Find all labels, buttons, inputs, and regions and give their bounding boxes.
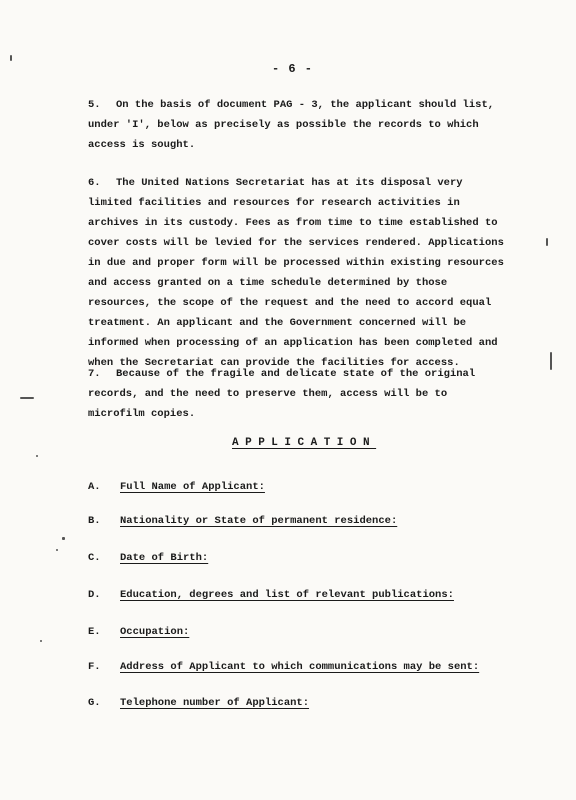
scan-mark	[62, 537, 65, 540]
paragraph-5	[88, 95, 508, 155]
item-label: Address of Applicant to which communications may be sent:	[120, 661, 480, 673]
paragraph-number: 6.	[88, 177, 101, 189]
scan-mark	[20, 397, 34, 399]
scan-mark	[546, 238, 548, 246]
item-letter: D.	[88, 589, 101, 601]
paragraph-6	[88, 173, 508, 373]
scan-mark	[40, 640, 42, 642]
scan-mark	[36, 455, 38, 457]
item-label: Telephone number of Applicant:	[120, 697, 310, 709]
paragraph-text: On the basis of document PAG - 3, the applicant should list, under 'I', below as precisely as possible the records to which access is sought.	[88, 99, 495, 151]
paragraph-7	[88, 364, 508, 424]
scan-mark	[10, 55, 12, 61]
paragraph-number: 7.	[88, 368, 101, 380]
item-label: Occupation:	[120, 626, 190, 638]
scan-mark	[550, 352, 552, 370]
paragraph-text: The United Nations Secretariat has at its disposal very limited facilities and resources for research activities in archives in its custody. Fees as from time to time established to cover costs will be levied for the services rendered. Applications in due and proper form will be processed within existing resources and access granted on a time schedule determined by those resources, the scope of the request and the need to accord equal treatment. An applicant and the Government concerned will be informed when processing of an application has been completed and when the Secretariat can provide the facilities for access.	[88, 177, 504, 369]
paragraph-text: Because of the fragile and delicate state of the original records, and the need to preserve them, access will be to microfilm copies.	[88, 368, 476, 420]
item-label: Full Name of Applicant:	[120, 481, 265, 493]
page-number: - 6 -	[272, 62, 314, 76]
item-letter: E.	[88, 626, 101, 638]
item-label: Education, degrees and list of relevant publications:	[120, 589, 454, 601]
item-letter: B.	[88, 515, 101, 527]
item-label: Date of Birth:	[120, 552, 209, 564]
scan-mark	[56, 549, 58, 551]
item-letter: F.	[88, 661, 101, 673]
application-heading: APPLICATION	[232, 437, 377, 449]
item-letter: C.	[88, 552, 101, 564]
item-letter: A.	[88, 481, 101, 493]
paragraph-number: 5.	[88, 99, 101, 111]
item-letter: G.	[88, 697, 101, 709]
item-label: Nationality or State of permanent residence:	[120, 515, 398, 527]
